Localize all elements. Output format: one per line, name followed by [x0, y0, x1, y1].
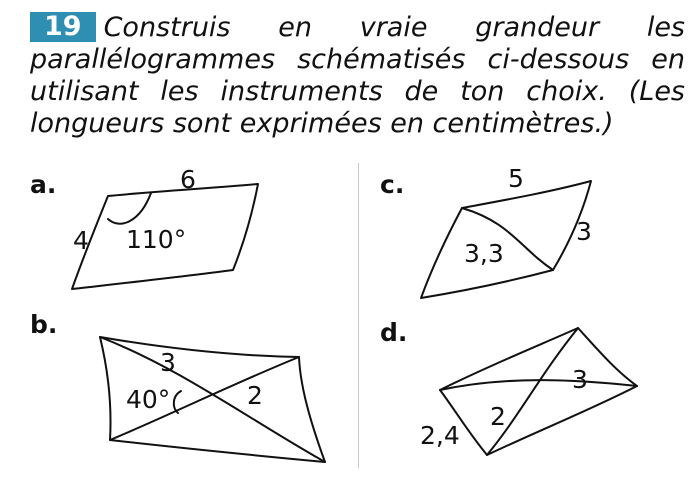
- figure-b-half-diagonal-1: 3: [160, 348, 176, 377]
- figure-b-label: b.: [30, 310, 58, 339]
- figure-d-label: d.: [380, 318, 408, 347]
- figure-c-diagonal-label: 3,3: [464, 239, 504, 268]
- figure-b: [100, 337, 325, 462]
- figure-d-half-diagonal-2: 2: [490, 402, 506, 431]
- figure-b-half-diagonal-2: 2: [247, 381, 263, 410]
- figure-a: [72, 165, 258, 289]
- figure-c-shape: [421, 181, 591, 298]
- figure-c-side-right: 3: [576, 217, 592, 246]
- figure-a-angle-label: 110°: [126, 225, 187, 254]
- figure-d-shape: [440, 328, 637, 455]
- figure-d-side-label: 2,4: [420, 421, 460, 450]
- figure-c-label: c.: [380, 170, 405, 199]
- figure-d: [420, 328, 637, 455]
- figure-b-angle-label: 40°: [126, 385, 171, 414]
- exercise-instruction-text: Construis en vraie grandeur les parallélogrammes schématisés ci-dessous en utilisant les instruments de ton choix. (Les longueurs sont exprimées en centimètres.): [30, 12, 685, 139]
- figure-a-angle-arc: [108, 193, 151, 224]
- exercise-number-badge: 19: [30, 12, 96, 42]
- figure-c-side-top: 5: [508, 164, 524, 193]
- figure-c: [421, 164, 592, 298]
- figure-a-side-left: 4: [73, 226, 89, 255]
- figure-d-half-diagonal-1: 3: [572, 365, 588, 394]
- figure-a-side-top: 6: [180, 165, 196, 194]
- figure-a-label: a.: [30, 170, 57, 199]
